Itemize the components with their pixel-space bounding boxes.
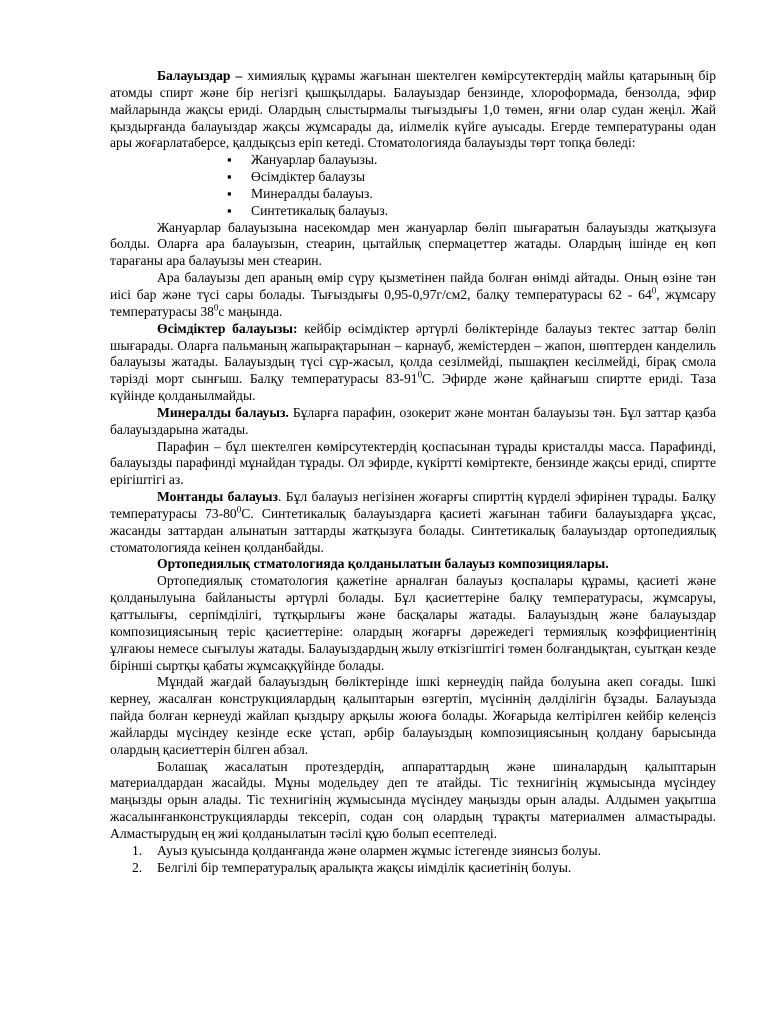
list-item: ▪ Өсімдіктер балаузы <box>227 169 716 186</box>
term-waxes: Балауыздар – <box>157 68 243 83</box>
term-mineral-wax: Минералды балауыз. <box>157 404 289 420</box>
list-item-text: Белгілі бір температуралық аралықта жақсы иімділік қасиетінің болуы. <box>157 859 572 875</box>
paragraph-modeling: Болашақ жасалатын протездердің, аппараттардың және шиналардың қалыптарын материалдардан жасайды. Мұны модельдеу деп те атайды. Тіс технигінің жұмысында мүсіндеу маңызды орын алады. Тіс технигінің жұмысында мүсіндеу маңызды орын алады. Алдымен уақытша жасалынғанконструкцияларды тексеріп, содан соң олардың тұрақты материалмен алмастырады. Алмастырудың ең жиі қолданылатын тәсілі құю болып есептеледі. <box>110 758 716 841</box>
requirements-list <box>110 843 716 877</box>
paragraph-text: . Бұл балауыз негізінен жоғарғы спирттің күрделі эфирінен тұрады. Балқу температурасы 73-80 <box>110 489 716 521</box>
paragraph-text: химиялық құрамы жағынан шектелген көмірсутектердің майлы қатарының бір атомды спирт және бір негізгі қышқылдары. Балауыздар бензинде, хлороформада, бензолда, эфир майларында жақсы ериді. Олардың слыстырмалы тығыздығы 1,0 төмен, яғни олар судан жеңіл. Жай қыздырғанда балауыздар жақсы жұмсарады да, иілмелік күйге ауысады. Егерде температураны одан ары жоғарлатаберсе, қалдықсыз еріп кетеді. Стоматологияда балауызды төрт топқа бөледі: <box>110 68 717 151</box>
section-heading <box>110 556 716 573</box>
paragraph-montan-wax <box>110 489 716 556</box>
list-item-text: Ауыз қуысында қолданғанда және олармен жұмыс істегенде зиянсыз болуы. <box>157 842 602 858</box>
wax-groups-list <box>110 152 716 219</box>
paragraph-text: с маңында. <box>218 303 283 319</box>
paragraph-text: кейбір өсімдіктер әртүрлі бөліктерінде балауыз тектес заттар бөліп шығарады. Оларға пальманың жапырақтарынан – карнауб, жемістерден – жапон, шөптерден канделиль балауызы жатады. Балауыздың түсі сұр-жасыл, қолда сезілмейді, пышақпен кесілмейді, бірақ смола тәрізді морт сынғыш. Балқу температурасы 83-91 <box>110 320 717 387</box>
superscript: 0 <box>236 504 242 515</box>
paragraph-waxes-definition <box>110 68 716 152</box>
superscript: 0 <box>651 285 657 296</box>
term-plant-wax: Өсімдіктер балауызы: <box>157 320 298 336</box>
paragraph-compositions: Ортопедиялық стоматология қажетіне арналған балауыз қоспалары құрамы, қасиеті және қолданылуына байланысты әртүрлі болады. Бұл қасиеттеріне балқу температурасы, жұмсаруы, қаттылығы, серпімділігі, тұтқырлығы және басқалары жатады. Балауыздың және балауыздар композициясының теріс қасиеттеріне: олардың жоғарғы дәрежедегі термиялық коэффициентінің ұлғаюы немесе сығылуы жатады. Балауыздардың жылу өткізгіштігі төмен болғандықтан, суытқан кезде бірінші сыртқы қабаты жұмсаққүйінде болады. <box>110 573 716 673</box>
paragraph-internal-stress: Мұндай жағдай балауыздың бөліктерінде ішкі кернеудің пайда болуына акеп соғады. Ішкі кернеу, жасалған конструкциялардың қалыптарын өзгертіп, мүсіннің дәлділігін бұзады. Балауызда пайда болған кернеуді жайлап қыздыру арқылы жоюға болады. Жоғарыда келтірілген кейбір келеңсіз жайларды мүсіндеу кезінде еске ұстап, әрбір балауыздың композициясының қолдану барысында олардың қасиеттерін білген абзал. <box>110 674 716 757</box>
paragraph-text: Бұларға парафин, озокерит және монтан балауызы тән. Бұл заттар қазба балауыздарына жатады. <box>110 404 716 437</box>
heading-text: Ортопедиялық стматологияда қолданылатын балауыз композициялары. <box>157 556 609 572</box>
paragraph-paraffin: Парафин – бұл шектелген көмірсутектердің қоспасынан тұрады кристалды масса. Парафинді, балауызды парафинді мұнайдан тұрады. Ол эфирде, күкіртті көміртекте, бензинде жақсы ериді, спиртте ерігіштігі аз. <box>110 438 716 488</box>
term-montan-wax: Монтанды балауыз <box>157 489 278 505</box>
paragraph-text: С. Синтетикалық балауыздарға қасиеті жағынан табиғи балауыздарға ұқсас, жасанды заттардан алынатын заттарды жатқызуға болады. Синтетикалық балауыздар ортопедиялық стоматологияда кеінен қолданбайды. <box>110 505 716 555</box>
superscript: 0 <box>417 369 423 380</box>
paragraph-animal-wax: Жануарлар балауызына насекомдар мен жануарлар бөліп шығаратын балауызды жатқызуға болды. Оларға ара балауызын, стеарин, цытайлық спермацеттер жатады. Олардың ішінде ең көп тарағаны ара балауызы мен стеарин. <box>110 219 716 269</box>
list-item: ▪ Синтетикалық балауыз. <box>227 203 716 220</box>
list-number: 1. <box>132 842 143 858</box>
paragraph-plant-wax <box>110 321 716 405</box>
list-item <box>132 843 716 860</box>
list-item: ▪ Минералды балауыз. <box>227 186 716 203</box>
paragraph-text: Ара балауызы деп араның өмір сүру қызметінен пайда болған өнімді айтады. Оның өзіне тән иісі бар және түсі сары болады. Тығыздығы 0,95-0,97г/см2, балқу температурасы 62 - 64 <box>110 270 716 302</box>
paragraph-text: , жұмсару температурасы 38 <box>110 286 716 319</box>
superscript: 0 <box>213 302 219 313</box>
list-item: ▪ Жануарлар балауызы. <box>227 152 716 169</box>
paragraph-text: С. Эфирде және қайнағыш спиртте ериді. Таза күйінде қолданылмайды. <box>110 371 716 404</box>
paragraph-mineral-wax <box>110 405 716 439</box>
list-item <box>132 860 716 877</box>
list-number: 2. <box>132 859 143 875</box>
paragraph-beeswax <box>110 270 716 321</box>
